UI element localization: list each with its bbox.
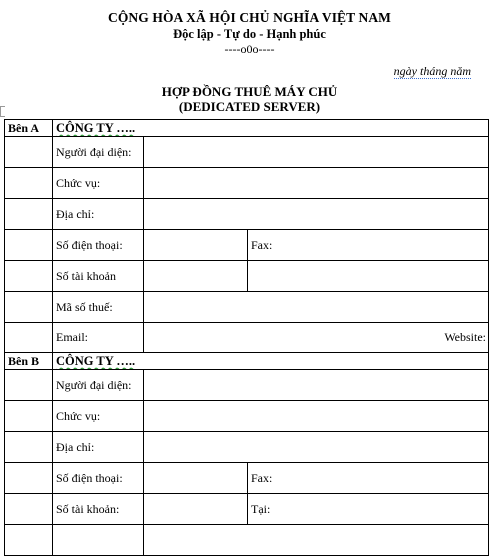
table-row <box>5 292 489 323</box>
motto-heading: Độc lập - Tự do - Hạnh phúc <box>173 27 326 41</box>
date-line <box>394 64 471 79</box>
table-row <box>5 261 489 292</box>
empty-cell <box>5 137 53 168</box>
table-row <box>5 370 489 401</box>
party-b-next-label <box>53 525 144 556</box>
party-a-email-label: Email: <box>53 323 144 353</box>
party-a-address-label: Địa chỉ: <box>53 199 144 230</box>
party-a-tax-value[interactable] <box>144 292 489 323</box>
party-b-phone-label: Số điện thoại: <box>53 463 144 494</box>
party-b-account-value[interactable] <box>144 494 248 525</box>
table-row <box>5 199 489 230</box>
empty-cell <box>5 199 53 230</box>
party-b-fax-label: Fax: <box>248 463 489 494</box>
party-a-position-value[interactable] <box>144 168 489 199</box>
table-row <box>5 432 489 463</box>
party-b-address-label: Địa chỉ: <box>53 432 144 463</box>
party-b-representative-label: Người đại diện: <box>53 370 144 401</box>
party-b-bank-label: Tại: <box>248 494 489 525</box>
table-row <box>5 494 489 525</box>
party-a-account-label: Số tài khoản <box>53 261 144 292</box>
contract-form-table <box>4 119 489 556</box>
empty-cell <box>5 401 53 432</box>
party-a-company[interactable] <box>53 120 489 137</box>
date-line-text: ngày tháng năm <box>393 64 471 78</box>
heading-separator: ----o0o---- <box>224 42 275 56</box>
party-b-position-label: Chức vụ: <box>53 401 144 432</box>
party-a-website-label: Website: <box>144 323 489 353</box>
empty-cell <box>5 525 53 556</box>
party-a-phone-value[interactable] <box>144 230 248 261</box>
party-a-position-label: Chức vụ: <box>53 168 144 199</box>
party-a-tax-label: Mã số thuế: <box>53 292 144 323</box>
contract-subtitle: (DEDICATED SERVER) <box>178 99 321 114</box>
empty-cell <box>5 370 53 401</box>
party-b-next-value[interactable] <box>144 525 489 556</box>
empty-cell <box>5 494 53 525</box>
table-row <box>5 463 489 494</box>
empty-cell <box>5 168 53 199</box>
table-row <box>5 353 489 370</box>
party-b-position-value[interactable] <box>144 401 489 432</box>
table-row <box>5 525 489 556</box>
table-row <box>5 168 489 199</box>
party-b-label: Bên B <box>5 353 53 370</box>
party-b-account-label: Số tài khoản: <box>53 494 144 525</box>
party-a-representative-label: Người đại diện: <box>53 137 144 168</box>
party-a-phone-label: Số điện thoại: <box>53 230 144 261</box>
party-a-address-value[interactable] <box>144 199 489 230</box>
contract-title: HỢP ĐỒNG THUÊ MÁY CHỦ <box>161 84 338 99</box>
nation-heading: CỘNG HÒA XÃ HỘI CHỦ NGHĨA VIỆT NAM <box>107 10 392 25</box>
party-b-company-text: CÔNG TY ….. <box>56 353 136 368</box>
party-a-fax-label: Fax: <box>248 230 489 261</box>
table-row <box>5 230 489 261</box>
party-a-label: Bên A <box>5 120 53 137</box>
party-b-phone-value[interactable] <box>144 463 248 494</box>
empty-cell <box>5 463 53 494</box>
empty-cell <box>5 432 53 463</box>
empty-cell <box>5 261 53 292</box>
table-move-handle[interactable] <box>0 106 5 117</box>
table-row <box>5 120 489 137</box>
party-a-representative-value[interactable] <box>144 137 489 168</box>
party-a-account-value[interactable] <box>144 261 248 292</box>
empty-cell <box>5 292 53 323</box>
party-a-account-extra[interactable] <box>248 261 489 292</box>
party-b-representative-value[interactable] <box>144 370 489 401</box>
party-b-company[interactable] <box>53 353 489 370</box>
party-a-company-text: CÔNG TY ….. <box>56 120 136 135</box>
empty-cell <box>5 323 53 353</box>
table-row <box>5 401 489 432</box>
party-b-address-value[interactable] <box>144 432 489 463</box>
empty-cell <box>5 230 53 261</box>
table-row <box>5 323 489 353</box>
table-row <box>5 137 489 168</box>
